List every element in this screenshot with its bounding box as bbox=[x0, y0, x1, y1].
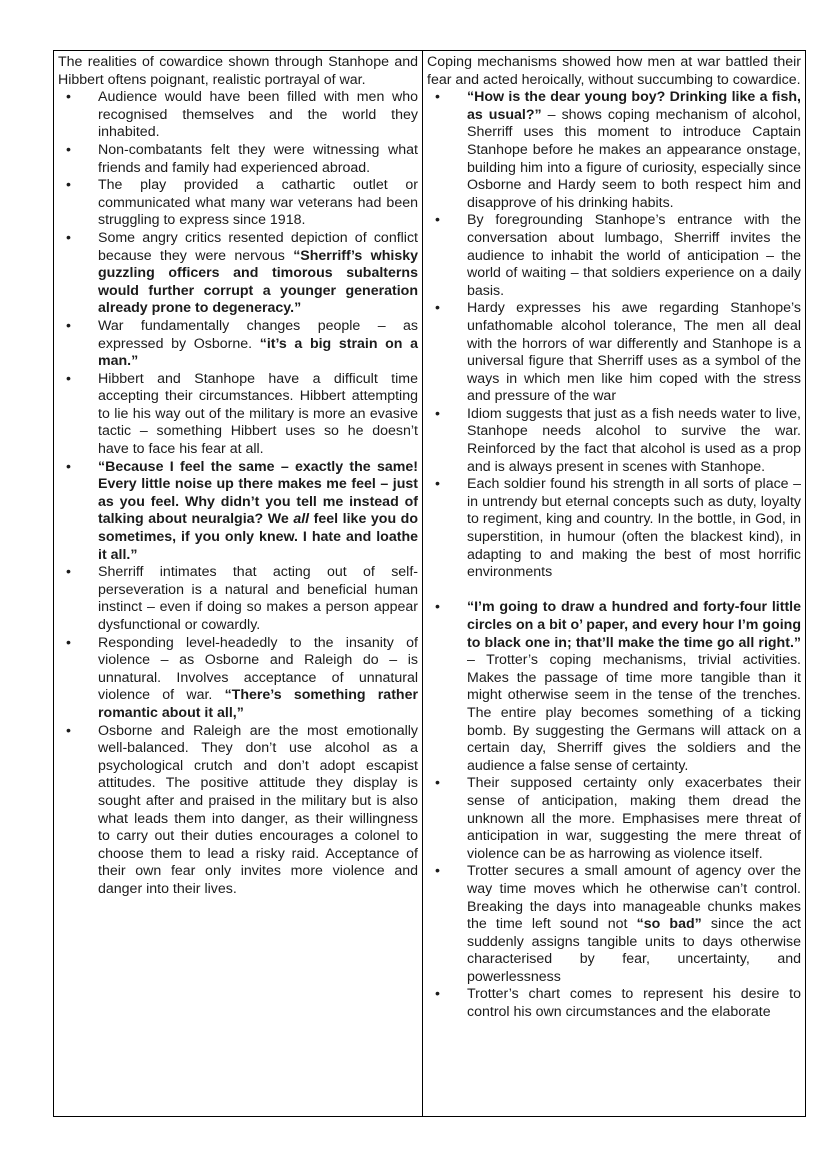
bullet-item bbox=[427, 300, 801, 406]
quote-emphasis-text: “Because I feel the same – exactly the same! Every little noise up there makes me feel – just as you feel. Why didn’t you tell me instead of talking about neuralgia? We bbox=[98, 458, 418, 528]
body-text: Idiom suggests that just as a fish needs water to live, Stanhope needs alcohol to survive the war. Reinforced by the fact that alcohol is used as a prop and is always present in scenes with Stanhope. bbox=[467, 405, 801, 475]
left-column-content bbox=[54, 51, 422, 1114]
bullet-item bbox=[58, 459, 418, 565]
body-text: – shows coping mechanism of alcohol, Sherriff uses this moment to introduce Captain Stanhope before he makes an appearance onstage, building him into a figure of curiosity, especially since Osborne and Hardy seem to both respect him and disapprove of his drinking habits. bbox=[467, 106, 801, 211]
body-text: Sherriff intimates that acting out of self-perseveration is a natural and beneficial human instinct – even if doing so makes a person appear dysfunctional or cowardly. bbox=[98, 564, 418, 633]
body-text: War fundamentally changes people – as expressed by Osborne. bbox=[98, 317, 418, 352]
body-text: Trotter’s chart comes to represent his desire to control his own circumstances and the elaborate bbox=[467, 986, 801, 1021]
right-column-cell bbox=[423, 51, 806, 1117]
right-column-bullet-list bbox=[427, 89, 801, 1021]
table-row bbox=[54, 51, 806, 1117]
body-text: Their supposed certainty only exacerbates their sense of anticipation, making them dread the unknown all the more. Emphasises mere threat of anticipation in war, suggesting the mere threat of violence can be as harrowing as violence itself. bbox=[467, 775, 801, 862]
quote-emphasis-text: “so bad” bbox=[636, 916, 702, 933]
bullet-item bbox=[427, 212, 801, 300]
body-text: The play provided a cathartic outlet or communicated what many war veterans had been struggling to express since 1918. bbox=[98, 177, 418, 229]
quote-emphasis-text: “it’s a big strain on a man.” bbox=[98, 335, 419, 370]
body-text: By foregrounding Stanhope’s entrance with the conversation about lumbago, Sherriff invites the audience to inhabit the world of anticipation – the world of waiting – that soldiers experience on a daily basis. bbox=[467, 212, 801, 299]
quote-emphasis-text: “There’s something rather romantic about it all,” bbox=[98, 687, 418, 721]
bullet-item bbox=[427, 863, 801, 986]
bullet-item bbox=[58, 371, 418, 459]
bullet-item bbox=[58, 177, 418, 230]
bullet-item bbox=[427, 986, 801, 1021]
body-text: Each soldier found his strength in all sorts of place – in untrendy but eternal concepts such as duty, loyalty to regiment, king and country. In the bottle, in God, in superstition, in humour (often the blackest kind), in adapting to and making the best of most horrific environments bbox=[467, 476, 801, 581]
bullet-item bbox=[58, 142, 418, 177]
two-column-notes-table bbox=[53, 50, 806, 1117]
bullet-item bbox=[427, 599, 801, 775]
quote-emphasis-text: feel like you do sometimes, if you only knew. I hate and loathe it all.” bbox=[98, 511, 418, 563]
quote-emphasis-text: all bbox=[293, 511, 310, 528]
left-column-bullet-list bbox=[58, 89, 418, 898]
left-column-intro bbox=[58, 54, 418, 89]
bullet-item bbox=[427, 476, 801, 582]
bullet-item bbox=[427, 89, 801, 212]
bullet-item bbox=[427, 406, 801, 476]
body-text: Responding level-headedly to the insanity of violence – as Osborne and Raleigh do – is unnatural. Involves acceptance of unnatural violence of war. bbox=[98, 634, 418, 704]
body-text: Some angry critics resented depiction of conflict because they were nervous bbox=[98, 229, 418, 264]
quote-emphasis-text: “How is the dear young boy? Drinking like a fish, as usual?” bbox=[467, 89, 801, 123]
bullet-item bbox=[58, 723, 418, 899]
right-column-intro bbox=[427, 54, 801, 89]
quote-emphasis-text: “I’m going to draw a hundred and forty-four little circles on a bit o’ paper, and every hour I’m going to black one in; that’ll make the time go all right.” bbox=[467, 599, 801, 651]
body-text: The realities of cowardice shown through Stanhope and Hibbert oftens poignant, realistic portrayal of war. bbox=[58, 54, 418, 88]
bullet-item bbox=[58, 318, 418, 371]
right-column-content bbox=[423, 51, 805, 1114]
body-text: Non-combatants felt they were witnessing what friends and family had experienced abroad. bbox=[98, 141, 418, 176]
body-text: Audience would have been filled with men who recognised themselves and the world they inhabited. bbox=[98, 89, 418, 141]
body-text: Hibbert and Stanhope have a difficult time accepting their circumstances. Hibbert attempting to lie his way out of the military is more an evasive tactic – something Hibbert uses so he doesn’t have to face his fear at all. bbox=[98, 370, 418, 458]
body-text: Osborne and Raleigh are the most emotionally well-balanced. They don’t use alcohol as a psychological crutch and don’t adopt escapist attitudes. The positive attitude they display is sought after and praised in the military but is also what leads them into danger, as their willingness to carry out their duties encourages a colonel to choose them to lead a risky raid. Acceptance of their own fear only invites more violence and danger into their lives. bbox=[98, 722, 418, 897]
body-text: since the act suddenly assigns tangible units to days otherwise characterised by fear, uncertainty, and powerlessness bbox=[467, 916, 801, 985]
body-text: – Trotter’s coping mechanisms, trivial activities. Makes the passage of time more tangible than it might otherwise seem in the tense of the trenches. The entire play becomes something of a ticking bomb. By suggesting the Germans will attack on a certain day, Sherriff gives the soldiers and the audience a false sense of certainty. bbox=[467, 652, 801, 774]
bullet-item bbox=[58, 635, 418, 723]
left-column-cell bbox=[54, 51, 423, 1117]
bullet-item bbox=[58, 89, 418, 142]
body-text: Trotter secures a small amount of agency over the way time moves which he otherwise can’t control. Breaking the days into manageable chunks makes the time left sound not bbox=[467, 863, 801, 933]
bullet-item bbox=[427, 775, 801, 863]
body-text: Coping mechanisms showed how men at war battled their fear and acted heroically, without succumbing to cowardice. bbox=[427, 54, 801, 88]
bullet-item bbox=[58, 230, 418, 318]
bullet-item bbox=[58, 564, 418, 634]
quote-emphasis-text: “Sherriff’s whisky guzzling officers and timorous subalterns would further corrupt a younger generation already prone to degeneracy.” bbox=[98, 247, 418, 317]
body-text: Hardy expresses his awe regarding Stanhope’s unfathomable alcohol tolerance, The men all deal with the horrors of war differently and Stanhope is a universal figure that Sherriff uses as a symbol of the ways in which men like him coped with the stress and pressure of the war bbox=[467, 300, 801, 405]
